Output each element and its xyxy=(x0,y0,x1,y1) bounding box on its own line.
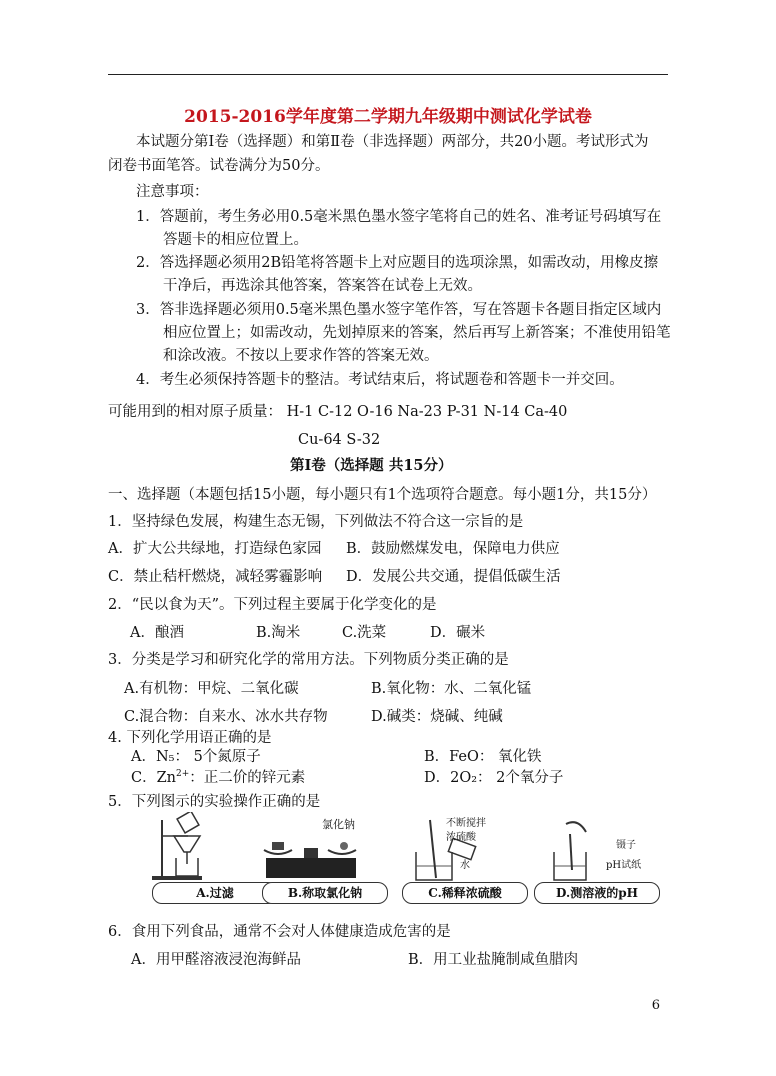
label-tweezers: 镊子 xyxy=(616,840,636,851)
figure-c-caption: C.稀释浓硫酸 xyxy=(402,882,528,904)
note-1b: 答题卡的相应位置上。 xyxy=(163,232,308,248)
figure-b-weighing xyxy=(254,812,394,904)
note-2b: 干净后，再选涂其他答案，答案答在试卷上无效。 xyxy=(163,278,482,294)
q4-option-c xyxy=(131,766,305,787)
q2-option-a: A．酿酒 xyxy=(130,625,184,641)
q3-option-d: D.碱类：烧碱、纯碱 xyxy=(371,709,503,725)
note-2a: 2．答选择题必须用2B铅笔将答题卡上对应题目的选项涂黑，如需改动，用橡皮擦 xyxy=(136,255,659,271)
atomic-mass-line-2: Cu-64 S-32 xyxy=(298,432,381,448)
q1-option-a: A．扩大公共绿地，打造绿色家园 xyxy=(108,541,322,557)
notes-header: 注意事项： xyxy=(136,184,209,200)
q3-stem: 3．分类是学习和研究化学的常用方法。下列物质分类正确的是 xyxy=(108,652,509,668)
figure-c-dilution xyxy=(394,812,534,904)
figure-d-caption: D.测溶液的pH xyxy=(534,882,660,904)
label-ph-paper: pH试纸 xyxy=(606,860,642,871)
atomic-mass-line-1: 可能用到的相对原子质量： H-1 C-12 O-16 Na-23 P-31 N-14 Ca-40 xyxy=(108,404,568,420)
label-acid: 浓硫酸 xyxy=(446,832,476,843)
q3-option-c: C.混合物：自来水、冰水共存物 xyxy=(124,709,328,725)
q4-option-c-sup: 2+ xyxy=(176,769,190,780)
section-1-intro: 一、选择题（本题包括15小题，每小题只有1个选项符合题意。每小题1分，共15分） xyxy=(108,487,657,503)
q2-option-c: C.洗菜 xyxy=(342,625,387,641)
section-1-title: 第Ⅰ卷（选择题 共15分） xyxy=(290,457,453,474)
q3-option-b: B.氧化物：水、二氧化锰 xyxy=(371,681,532,697)
figure-a-caption: A.过滤 xyxy=(152,882,278,904)
label-water: 水 xyxy=(460,860,470,871)
figure-d-ph xyxy=(526,812,666,904)
q4-option-c-post: ：正二价的锌元素 xyxy=(189,770,306,786)
q2-option-d: D．碾米 xyxy=(430,625,486,641)
q1-option-d: D．发展公共交通，提倡低碳生活 xyxy=(346,569,561,585)
q3-option-a: A.有机物：甲烷、二氧化碳 xyxy=(124,681,299,697)
note-3b: 相应位置上；如需改动，先划掉原来的答案，然后再写上新答案；不准使用铅笔 xyxy=(163,325,671,341)
q1-stem: 1．坚持绿色发展，构建生态无锡，下列做法不符合这一宗旨的是 xyxy=(108,514,524,530)
q2-option-b: B.淘米 xyxy=(256,625,301,641)
page-number: 6 xyxy=(651,998,660,1013)
exam-title: 2015-2016学年度第二学期九年级期中测试化学试卷 xyxy=(184,107,592,127)
q4-option-c-pre: C．Zn xyxy=(131,770,177,786)
q4-option-b: B．FeO： 氧化铁 xyxy=(424,749,542,765)
label-nacl: 氯化钠 xyxy=(322,818,355,831)
intro-line-2: 闭卷书面笔答。试卷满分为50分。 xyxy=(108,158,330,174)
note-3a: 3．答非选择题必须用0.5毫米黑色墨水签字笔作答，写在答题卡各题目指定区域内 xyxy=(136,302,662,318)
q1-option-b: B．鼓励燃煤发电，保障电力供应 xyxy=(346,541,560,557)
label-stir: 不断搅拌 xyxy=(446,818,486,829)
q6-option-b: B．用工业盐腌制咸鱼腊肉 xyxy=(408,952,579,968)
q5-stem: 5．下列图示的实验操作正确的是 xyxy=(108,794,321,810)
intro-line-1: 本试题分第Ⅰ卷（选择题）和第Ⅱ卷（非选择题）两部分，共20小题。考试形式为 xyxy=(136,134,649,150)
q2-stem: 2．“民以食为天”。下列过程主要属于化学变化的是 xyxy=(108,597,437,613)
q4-option-d: D．2O₂： 2个氧分子 xyxy=(424,770,564,786)
figure-b-caption: B.称取氯化钠 xyxy=(262,882,388,904)
note-1a: 1．答题前，考生务必用0.5毫米黑色墨水签字笔将自己的姓名、准考证号码填写在 xyxy=(136,209,662,225)
q4-stem: 4. 下列化学用语正确的是 xyxy=(108,730,272,746)
q6-stem: 6．食用下列食品，通常不会对人体健康造成危害的是 xyxy=(108,924,451,940)
note-4: 4．考生必须保持答题卡的整洁。考试结束后，将试题卷和答题卡一并交回。 xyxy=(136,372,624,388)
header-rule xyxy=(108,74,668,75)
note-3c: 和涂改液。不按以上要求作答的答案无效。 xyxy=(163,348,439,364)
q4-option-a: A．N₅： 5个氮原子 xyxy=(131,749,261,765)
q6-option-a: A．用甲醛溶液浸泡海鲜品 xyxy=(131,952,301,968)
q1-option-c: C．禁止秸杆燃烧，减轻雾霾影响 xyxy=(108,569,323,585)
